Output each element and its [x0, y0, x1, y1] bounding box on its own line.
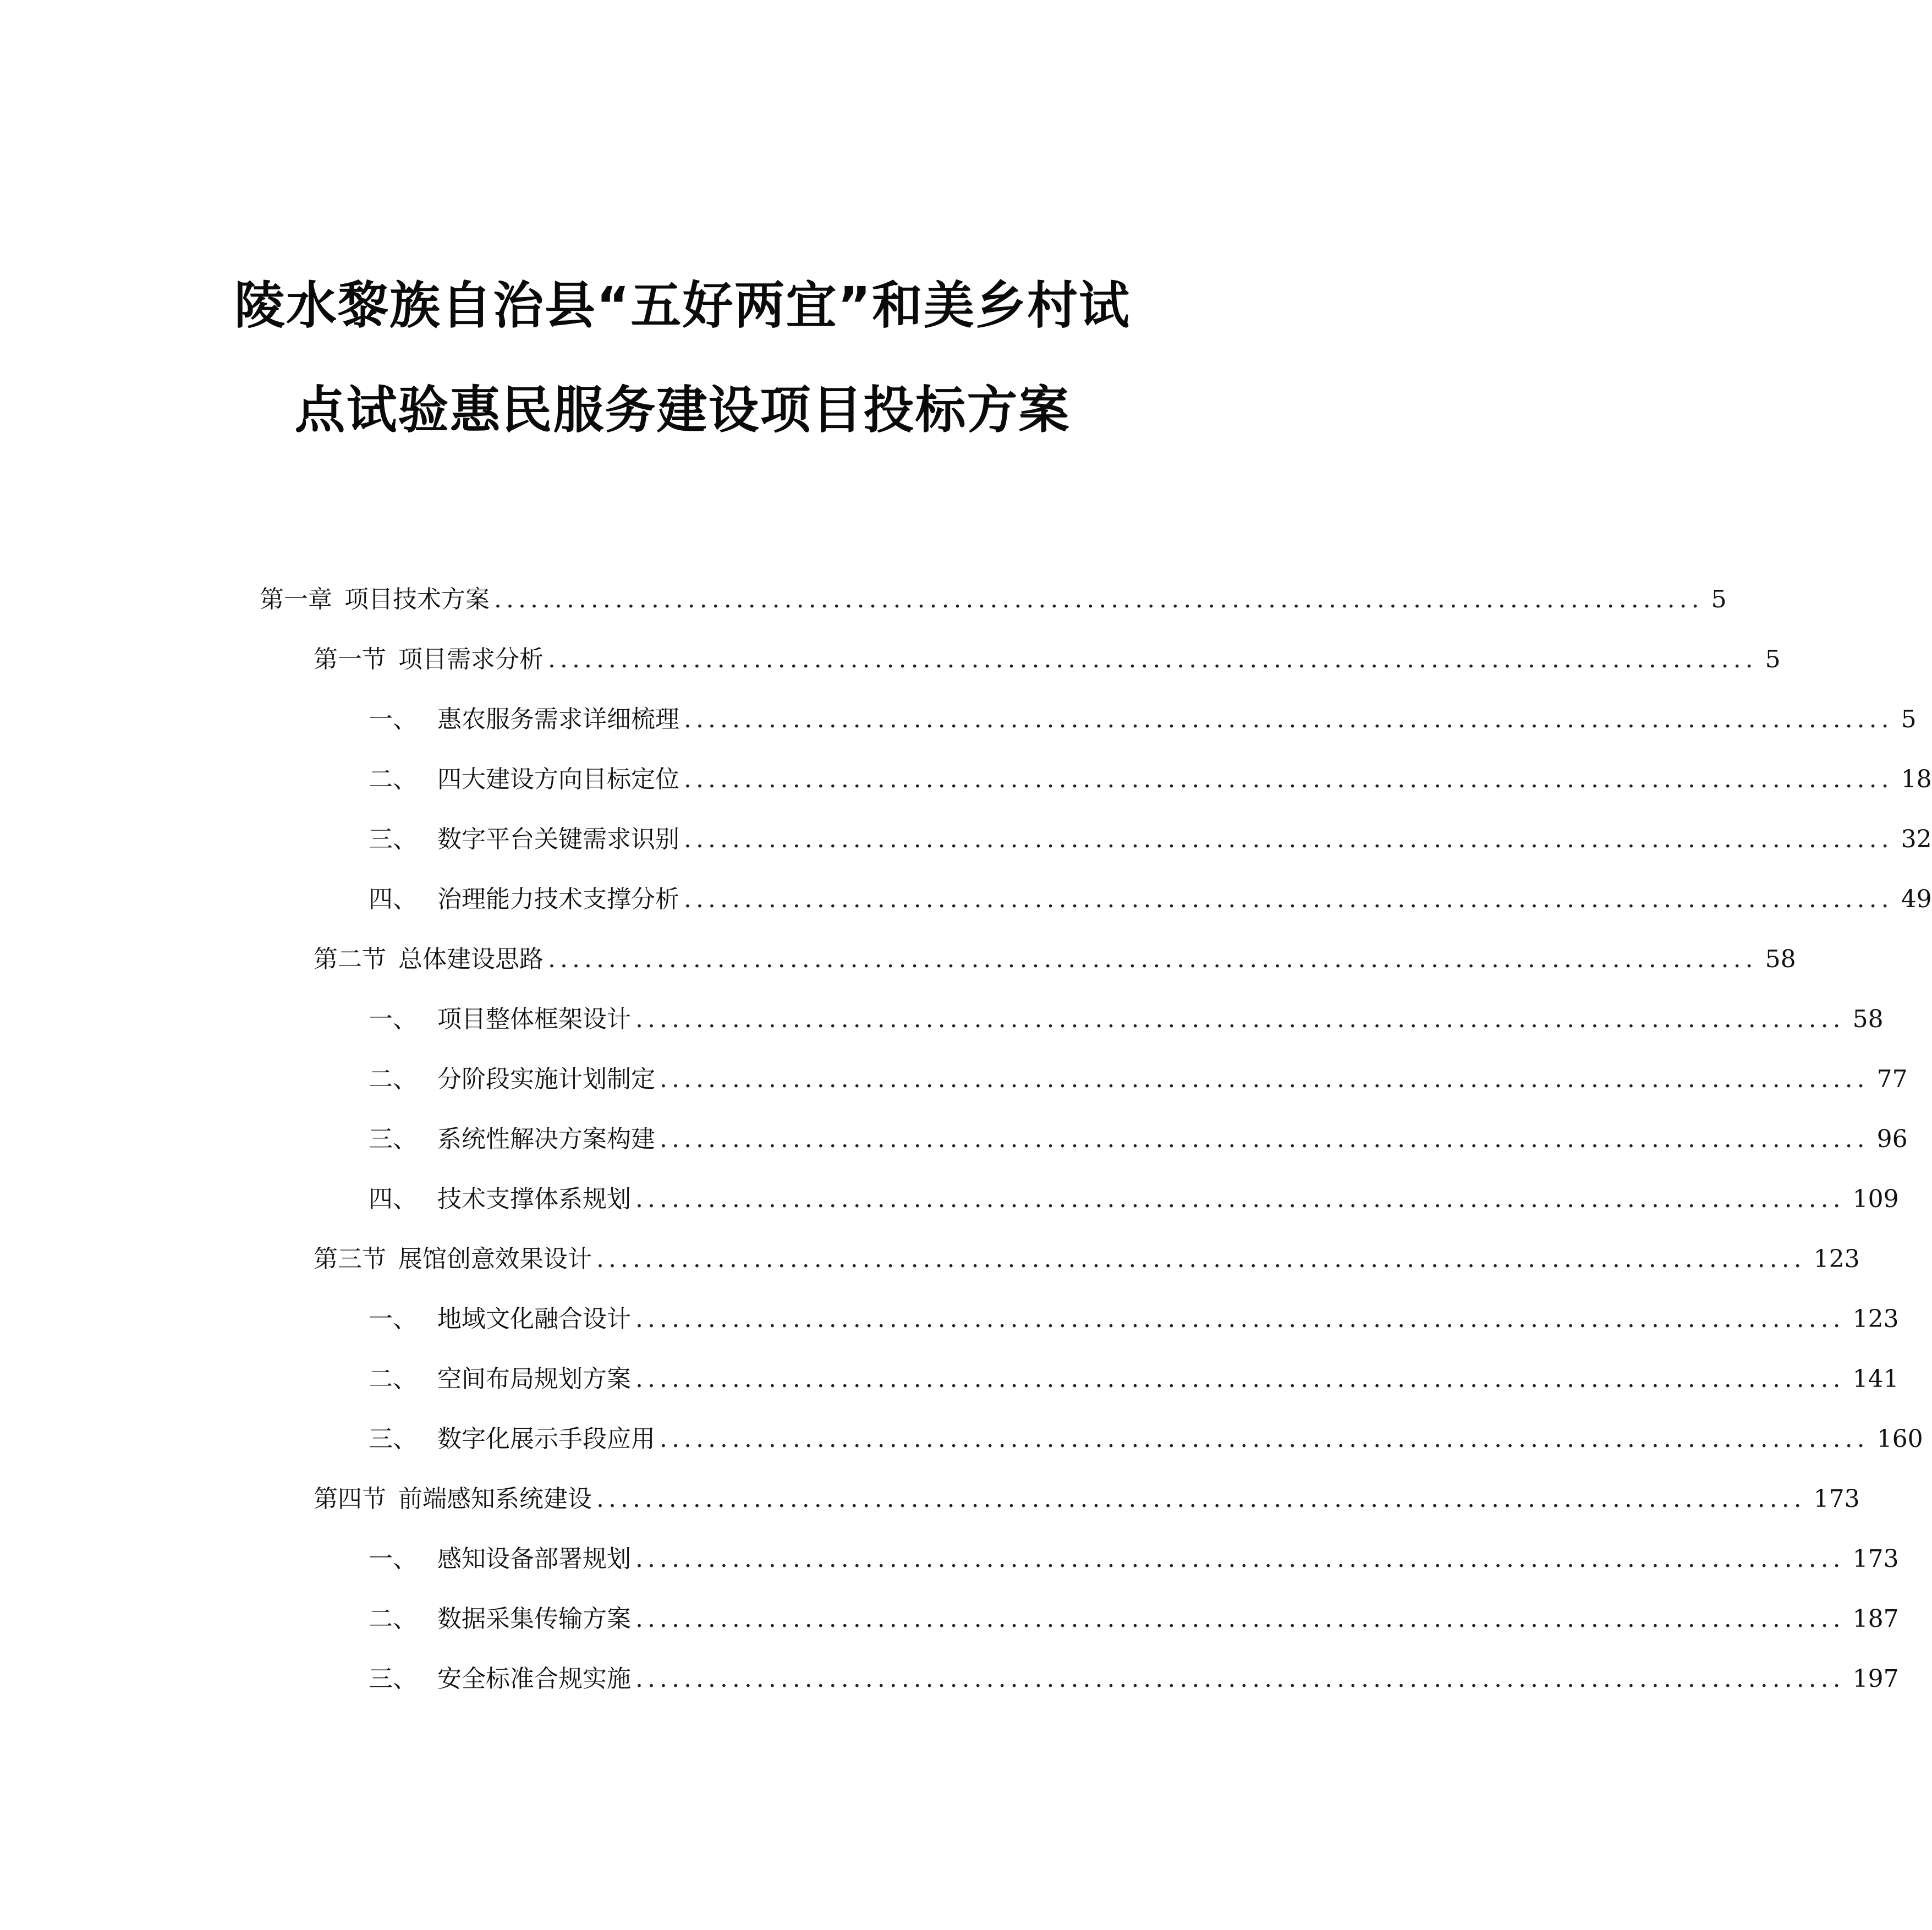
toc-page-number: 5 [1765, 645, 1781, 673]
toc-page-number: 96 [1876, 1125, 1908, 1153]
toc-entry-title: 空间布局规划方案 [437, 1365, 631, 1393]
toc-entry-number: 第一章 [260, 585, 332, 613]
toc-dot-leader: .................................................................................................... [635, 1305, 1845, 1333]
toc-entry[interactable] [369, 823, 1932, 856]
toc-entry-title: 总体建设思路 [398, 945, 544, 973]
toc-dot-leader: .................................................................................................... [684, 765, 1893, 793]
toc-page-number: 18 [1901, 765, 1932, 793]
toc-page-number: 123 [1852, 1305, 1899, 1333]
toc-entry-number: 第二节 [314, 945, 386, 973]
toc-entry-title: 展馆创意效果设计 [398, 1245, 592, 1273]
toc-entry[interactable] [260, 583, 1727, 616]
toc-entry-title: 项目整体框架设计 [437, 1005, 631, 1033]
toc-dot-leader: .................................................................................................... [684, 825, 1893, 853]
toc-page-number: 173 [1813, 1485, 1860, 1513]
toc-entry-number: 二、 [369, 1605, 417, 1633]
toc-entry-title: 地域文化融合设计 [437, 1305, 631, 1333]
toc-entry[interactable] [314, 1243, 1860, 1276]
toc-page-number: 123 [1813, 1245, 1860, 1273]
toc-entry-number: 二、 [369, 1065, 417, 1093]
toc-entry[interactable] [369, 1363, 1899, 1396]
toc-dot-leader: .................................................................................................... [635, 1545, 1845, 1573]
toc-entry-title: 系统性解决方案构建 [437, 1125, 655, 1153]
toc-entry-title: 技术支撑体系规划 [437, 1185, 631, 1213]
toc-entry-number: 第一节 [314, 645, 386, 673]
toc-page-number: 49 [1901, 885, 1932, 913]
toc-page-number: 5 [1711, 585, 1727, 613]
toc-entry-number: 四、 [369, 1185, 417, 1213]
toc-dot-leader: .................................................................................................... [635, 1365, 1845, 1393]
toc-page-number: 197 [1852, 1665, 1899, 1693]
toc-dot-leader: .................................................................................................... [596, 1485, 1806, 1513]
toc-entry[interactable] [314, 643, 1781, 676]
toc-entry-number: 三、 [369, 825, 417, 853]
toc-entry-number: 一、 [369, 1305, 417, 1333]
toc-entry-number: 一、 [369, 1545, 417, 1573]
toc-dot-leader: .................................................................................................... [635, 1005, 1845, 1033]
toc-dot-leader: .................................................................................................... [660, 1425, 1869, 1453]
toc-entry-title: 治理能力技术支撑分析 [437, 885, 679, 913]
toc-entry-number: 三、 [369, 1125, 417, 1153]
toc-entry[interactable] [369, 1063, 1908, 1096]
toc-entry-title: 感知设备部署规划 [437, 1545, 631, 1573]
toc-entry-title: 前端感知系统建设 [398, 1485, 592, 1513]
toc-entry-title: 惠农服务需求详细梳理 [437, 705, 679, 733]
toc-dot-leader: .................................................................................................... [660, 1065, 1869, 1093]
title-line-2: 点试验惠民服务建设项目投标方案 [294, 381, 1071, 440]
toc-dot-leader: .................................................................................................... [635, 1185, 1845, 1213]
toc-entry[interactable] [369, 1183, 1899, 1216]
toc-entry-number: 第三节 [314, 1245, 386, 1273]
toc-page-number: 77 [1876, 1065, 1908, 1093]
toc-page-number: 58 [1852, 1005, 1884, 1033]
toc-entry[interactable] [369, 1543, 1899, 1576]
toc-entry-number: 三、 [369, 1665, 417, 1693]
toc-dot-leader: .................................................................................................... [548, 645, 1758, 673]
toc-page-number: 5 [1901, 705, 1917, 733]
toc-entry-number: 四、 [369, 885, 417, 913]
toc-page-number: 141 [1852, 1365, 1899, 1393]
toc-entry[interactable] [369, 1603, 1899, 1636]
toc-dot-leader: .................................................................................................... [684, 705, 1893, 733]
toc-entry-number: 第四节 [314, 1485, 386, 1513]
toc-dot-leader: .................................................................................................... [494, 585, 1704, 613]
toc-entry[interactable] [369, 883, 1932, 916]
toc-dot-leader: .................................................................................................... [635, 1665, 1845, 1693]
toc-entry-number: 二、 [369, 1365, 417, 1393]
toc-entry[interactable] [314, 1483, 1860, 1516]
toc-entry-title: 安全标准合规实施 [437, 1665, 631, 1693]
toc-page-number: 173 [1852, 1545, 1899, 1573]
toc-entry-number: 三、 [369, 1425, 417, 1453]
toc-dot-leader: .................................................................................................... [596, 1245, 1806, 1273]
toc-page-number: 32 [1901, 825, 1932, 853]
toc-entry-title: 项目需求分析 [398, 645, 544, 673]
toc-entry[interactable] [369, 1003, 1884, 1036]
toc-entry[interactable] [369, 1123, 1908, 1156]
toc-entry-number: 二、 [369, 765, 417, 793]
toc-entry-title: 分阶段实施计划制定 [437, 1065, 655, 1093]
toc-entry[interactable] [369, 703, 1917, 736]
toc-dot-leader: .................................................................................................... [660, 1125, 1869, 1153]
toc-entry-title: 数字平台关键需求识别 [437, 825, 679, 853]
toc-entry-title: 数据采集传输方案 [437, 1605, 631, 1633]
toc-entry[interactable] [369, 763, 1932, 796]
toc-dot-leader: .................................................................................................... [684, 885, 1893, 913]
toc-page-number: 160 [1876, 1425, 1923, 1453]
toc-entry-title: 数字化展示手段应用 [437, 1425, 655, 1453]
toc-entry[interactable] [314, 943, 1796, 976]
toc-page-number: 109 [1852, 1185, 1899, 1213]
toc-entry-number: 一、 [369, 705, 417, 733]
toc-entry[interactable] [369, 1663, 1899, 1696]
toc-page-number: 187 [1852, 1605, 1899, 1633]
toc-dot-leader: .................................................................................................... [635, 1605, 1845, 1633]
toc-entry-title: 项目技术方案 [344, 585, 490, 613]
toc-page-number: 58 [1765, 945, 1796, 973]
toc-entry[interactable] [369, 1303, 1899, 1336]
title-line-1: 陵水黎族自治县“五好两宜”和美乡村试 [234, 276, 1130, 335]
toc-dot-leader: .................................................................................................... [548, 945, 1758, 973]
toc-entry[interactable] [369, 1423, 1923, 1456]
toc-entry-title: 四大建设方向目标定位 [437, 765, 679, 793]
toc-entry-number: 一、 [369, 1005, 417, 1033]
